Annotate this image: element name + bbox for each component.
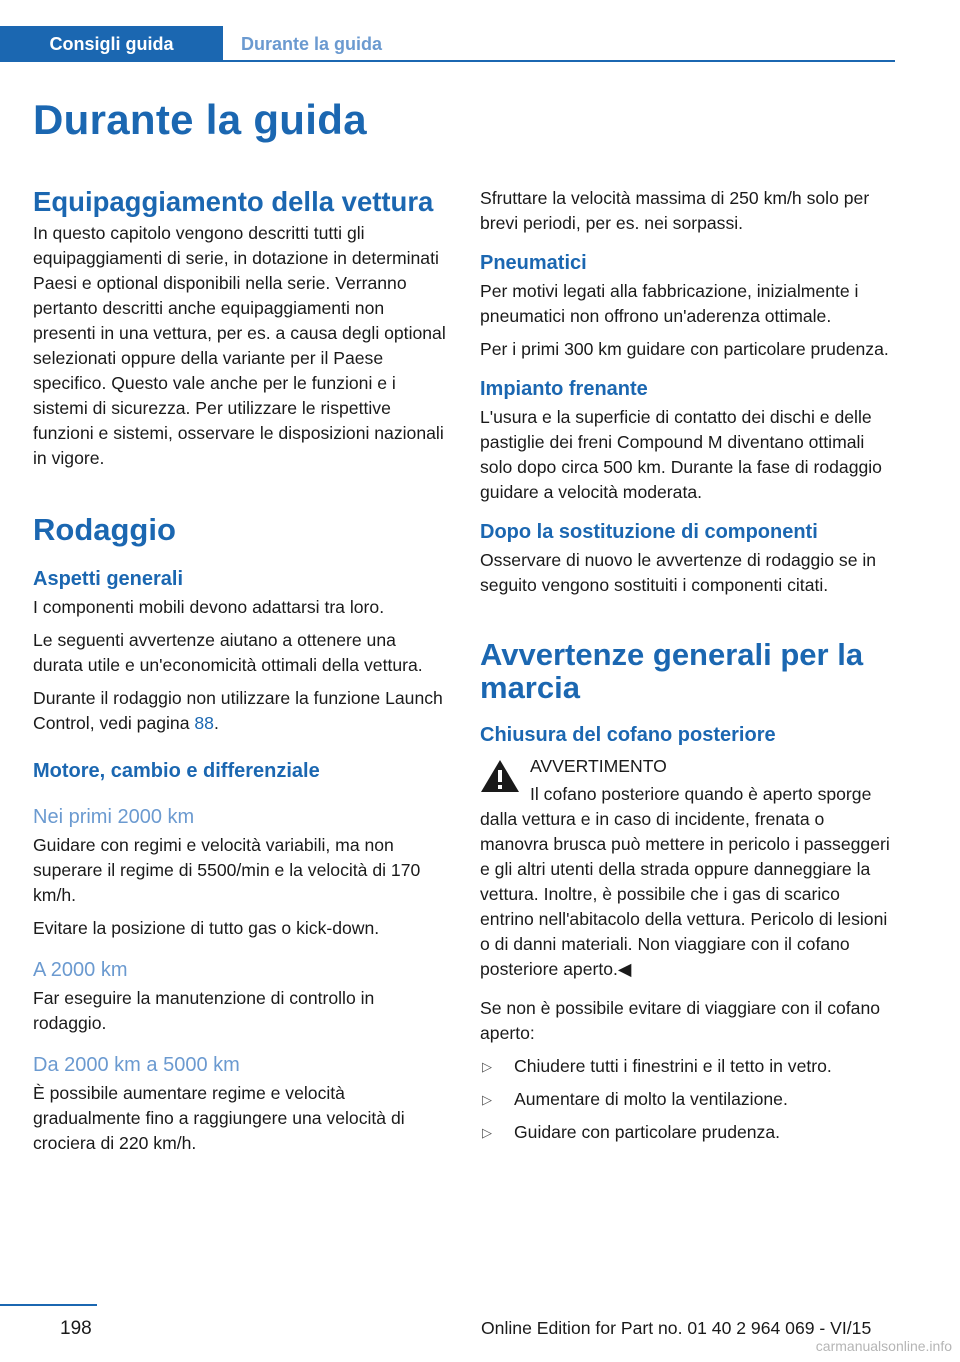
heading-da-2000-a-5000: Da 2000 km a 5000 km <box>33 1054 240 1076</box>
heading-motore: Motore, cambio e differenziale <box>33 760 320 782</box>
page-title: Durante la guida <box>33 96 367 143</box>
aspetti-p1: I componenti mobili devono adattarsi tra loro. <box>33 597 385 617</box>
pneumatici-p1: Per motivi legati alla fabbricazione, inizialmente i pneumatici non offrono un'aderenza ottimale. <box>480 281 859 326</box>
heading-rodaggio: Rodaggio <box>33 512 176 547</box>
heading-avvertenze-generali: Avvertenze generali per la marcia <box>480 637 864 705</box>
footer-rule <box>0 1304 97 1306</box>
warning-box <box>480 754 895 800</box>
triangle-bullet-icon: ▷ <box>482 1125 492 1140</box>
list-item-text: Guidare con particolare prudenza. <box>514 1122 781 1142</box>
pneumatici-p2: Per i primi 300 km guidare con particolare prudenza. <box>480 339 889 359</box>
equip-text: In questo capitolo vengono descritti tutti gli equipaggiamenti di serie, in dotazione in determinati Paesi e optional disponibili nella serie. Verranno pertanto descritti anche equipaggiamenti non presenti in una vettura, per es. a causa degli optional selezionati oppure della variante per il Paese specifico. Questo vale anche per le funzioni e i sistemi di sicurezza. Per utilizzare le rispettive funzioni e sistemi, osservare le disposizioni nazionali in vigore. <box>33 223 446 468</box>
precautions-list <box>480 1054 895 1145</box>
heading-aspetti-generali: Aspetti generali <box>33 568 184 590</box>
primi-p2: Evitare la posizione di tutto gas o kick-down. <box>33 918 380 938</box>
header-rule <box>223 60 895 62</box>
list-item <box>480 1087 895 1112</box>
aspetti-p2: Le seguenti avvertenze aiutano a ottenere una durata utile e un'economicità ottimali della vettura. <box>33 630 423 675</box>
heading-pneumatici: Pneumatici <box>480 252 587 274</box>
list-item-text: Chiudere tutti i finestrini e il tetto in vetro. <box>514 1056 832 1076</box>
a2000-p: Far eseguire la manutenzione di controllo in rodaggio. <box>33 988 375 1033</box>
heading-dopo-sostituzione: Dopo la sostituzione di componenti <box>480 521 818 543</box>
primi-p1: Guidare con regimi e velocità variabili, ma non superare il regime di 5500/min e la velocità di 170 km/h. <box>33 835 421 905</box>
dopo-p: Osservare di nuovo le avvertenze di rodaggio se in seguito vengono sostituiti i componenti citati. <box>480 550 877 595</box>
warning-triangle-icon <box>480 758 520 794</box>
tab-durante-la-guida[interactable]: Durante la guida <box>241 33 383 54</box>
triangle-bullet-icon: ▷ <box>482 1059 492 1074</box>
heading-a-2000: A 2000 km <box>33 959 128 981</box>
list-item <box>480 1120 895 1145</box>
page-number: 198 <box>60 1318 92 1339</box>
warning-title: AVVERTIMENTO <box>530 756 667 776</box>
triangle-bullet-icon: ▷ <box>482 1092 492 1107</box>
warning-text: Il cofano posteriore quando è aperto sporge dalla vettura e in caso di incidente, frenata o manovra brusca può mettere in pericolo i passeggeri e gli altri utenti della strada oppure danneggiare la vettura. Inoltre, è possibile che i gas di scarico entrino nell'abitacolo della vettura. Pericolo di lesioni o di danni materiali. Non viaggiare con il cofano posteriore aperto.◀ <box>480 784 890 979</box>
tab-consigli-guida[interactable]: Consigli guida <box>0 26 223 62</box>
aspetti-p3-end: . <box>213 713 219 733</box>
watermark: carmanualsonline.info <box>815 1338 952 1354</box>
impianto-p: L'usura e la superficie di contatto dei dischi e delle pastiglie dei freni Compound M diventano ottimali solo dopo circa 500 km. Durante la fase di rodaggio guidare a velocità moderata. <box>480 407 882 502</box>
heading-equipaggiamento: Equipaggiamento della vettura <box>33 186 434 217</box>
heading-chiusura-cofano: Chiusura del cofano posteriore <box>480 724 776 746</box>
list-item <box>480 1054 895 1079</box>
se-non-possibile-p: Se non è possibile evitare di viaggiare con il cofano aperto: <box>480 998 881 1043</box>
velocita-massima-p: Sfruttare la velocità massima di 250 km/h solo per brevi periodi, per es. nei sorpassi. <box>480 188 870 233</box>
edition-text: Online Edition for Part no. 01 40 2 964 069 - VI/15 <box>481 1318 872 1338</box>
da2000-p: È possibile aumentare regime e velocità gradualmente fino a raggiungere una velocità di crociera di 220 km/h. <box>33 1083 405 1153</box>
page-link-88[interactable]: 88 <box>194 713 214 733</box>
aspetti-p3 <box>33 686 448 736</box>
aspetti-p3-text: Durante il rodaggio non utilizzare la funzione Launch Control, vedi pagina <box>33 688 443 733</box>
heading-impianto-frenante: Impianto frenante <box>480 378 648 400</box>
right-column <box>480 186 895 1153</box>
header-tabs <box>0 26 895 62</box>
list-item-text: Aumentare di molto la ventilazione. <box>514 1089 788 1109</box>
left-column <box>33 186 448 1164</box>
heading-nei-primi-2000: Nei primi 2000 km <box>33 806 195 828</box>
